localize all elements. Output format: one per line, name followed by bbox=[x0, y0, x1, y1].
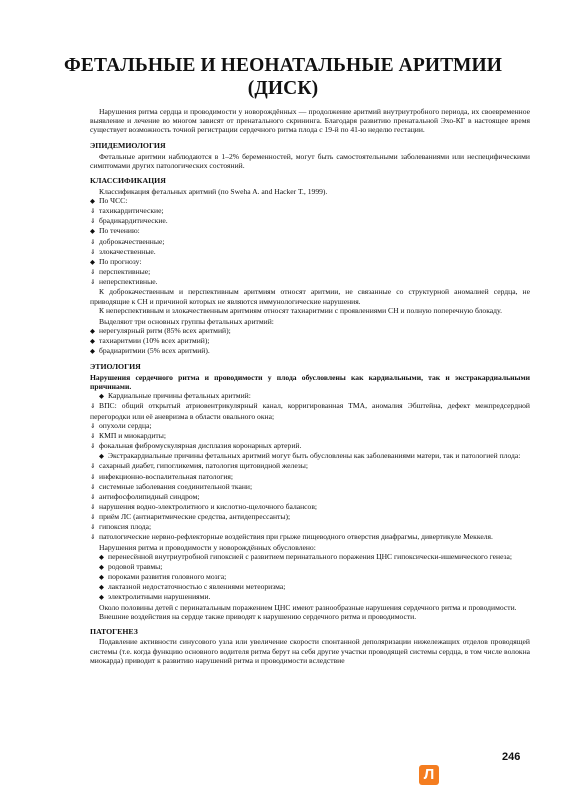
arrow-down-icon: ⇓ bbox=[90, 514, 96, 522]
arrow-down-icon: ⇓ bbox=[90, 534, 96, 542]
bullet-icon: ◆ bbox=[99, 563, 104, 571]
page-number: 246 bbox=[502, 751, 521, 763]
list-item: ⇓ системные заболевания соединительной ткани; bbox=[90, 481, 253, 491]
arrow-down-icon: ⇓ bbox=[90, 503, 96, 511]
bullet-icon: ◆ bbox=[90, 327, 95, 335]
paragraph: Нарушения ритма и проводимости у новорождённых обусловлено: bbox=[99, 542, 316, 552]
bullet-icon: ◆ bbox=[99, 453, 104, 461]
intro-paragraph: Нарушения ритма сердца и проводимости у новорождённых — продолжение аритмий внутриутробного периода, их своевременное выявление и лечение во многом зависят от пренатального скрининга. Благодаря развитию пренатальной Эхо-КГ в настоящее время существует возможность точной регистрации сердечного ритма плода с 19-й по 41-ю неделю гестации. bbox=[90, 107, 530, 135]
section-heading-epidemiology: ЭПИДЕМИОЛОГИЯ bbox=[90, 141, 166, 151]
bullet-icon: ◆ bbox=[90, 197, 95, 205]
list-item: ◆ Кардиальные причины фетальных аритмий: bbox=[99, 391, 251, 401]
paragraph: Подавление активности синусового узла или увеличение скорости спонтанной деполяризации нижележащих отделов проводящей системы (т.е. когда функцию основного водителя ритма берут на себя другие участки проводящей системы сердца, в том числе волокна миокарда) приводит к развитию нарушений ритма и проводимости вследствие bbox=[90, 637, 530, 665]
paragraph: Фетальные аритмии наблюдаются в 1–2% беременностей, могут быть самостоятельными заболеваниями или неспецифическими симптомами других патологических состояний. bbox=[90, 151, 530, 171]
page-title-line2: (ДИСК) bbox=[247, 78, 319, 99]
section-heading-pathogenesis: ПАТОГЕНЕЗ bbox=[90, 626, 138, 636]
article-body bbox=[90, 107, 530, 665]
list-item: ⇓ перспективные; bbox=[90, 267, 151, 277]
list-item: ◆ электролитными нарушениями. bbox=[99, 592, 211, 602]
arrow-down-icon: ⇓ bbox=[90, 248, 96, 256]
arrow-down-icon: ⇓ bbox=[90, 483, 96, 491]
bullet-icon: ◆ bbox=[99, 594, 104, 602]
list-item: ⇓ тахикардитические; bbox=[90, 206, 164, 216]
list-item: ◆ лактазной недостаточностью с явлениями метеоризма; bbox=[99, 582, 286, 592]
paragraph: Выделяют три основных группы фетальных аритмий: bbox=[99, 316, 274, 326]
section-heading-classification: КЛАССИФИКАЦИЯ bbox=[90, 176, 166, 186]
paragraph: Около половины детей с перинатальным поражением ЦНС имеют разнообразные нарушения сердечного ритма и проводимости. bbox=[99, 602, 517, 612]
arrow-down-icon: ⇓ bbox=[90, 493, 96, 501]
list-item: ◆ По прогнозу: bbox=[90, 256, 142, 266]
list-item: ◆ родовой травмы; bbox=[99, 561, 163, 571]
list-item: ◆ нерегулярный ритм (85% всех аритмий); bbox=[90, 325, 231, 335]
arrow-down-icon: ⇓ bbox=[90, 403, 96, 411]
bullet-icon: ◆ bbox=[90, 228, 95, 236]
bold-paragraph: Нарушения сердечного ритма и проводимости у плода обусловлены как кардиальными, так и экстракардиальными причинами. bbox=[90, 372, 530, 392]
list-item: ◆ брадиаритмии (5% всех аритмий). bbox=[90, 346, 210, 356]
list-item: ⇓ неперспективные. bbox=[90, 277, 158, 287]
list-item: ⇓ злокачественные. bbox=[90, 246, 156, 256]
list-item: ⇓ доброкачественные; bbox=[90, 236, 165, 246]
list-item: ⇓ КМП и миокардиты; bbox=[90, 430, 166, 440]
list-item: ⇓ приём ЛС (антиаритмические средства, антидепрессанты); bbox=[90, 512, 291, 522]
arrow-down-icon: ⇓ bbox=[90, 443, 96, 451]
list-item: ⇓ опухоли сердца; bbox=[90, 420, 152, 430]
section-heading-etiology: ЭТИОЛОГИЯ bbox=[90, 362, 141, 372]
list-item: ◆ тахиаритмии (10% всех аритмий); bbox=[90, 336, 210, 346]
arrow-down-icon: ⇓ bbox=[90, 432, 96, 440]
list-item: ◆ По ЧСС: bbox=[90, 195, 128, 205]
list-item: ⇓ инфекционно-воспалительная патология; bbox=[90, 471, 234, 481]
bullet-icon: ◆ bbox=[90, 338, 95, 346]
list-item: ◆ По течению: bbox=[90, 226, 140, 236]
list-item: ⇓ фокальная фибромускулярная дисплазия коронарных артерий. bbox=[90, 441, 302, 451]
bullet-icon: ◆ bbox=[90, 258, 95, 266]
page-title-line1: ФЕТАЛЬНЫЕ И НЕОНАТАЛЬНЫЕ АРИТМИИ bbox=[64, 55, 502, 76]
bullet-icon: ◆ bbox=[99, 574, 104, 582]
bullet-icon: ◆ bbox=[99, 553, 104, 561]
arrow-down-icon: ⇓ bbox=[90, 279, 96, 287]
arrow-down-icon: ⇓ bbox=[90, 524, 96, 532]
arrow-down-icon: ⇓ bbox=[90, 473, 96, 481]
list-item: ⇓ сахарный диабет, гипогликемия, патология щитовидной железы; bbox=[90, 461, 309, 471]
paragraph: К доброкачественным и перспективным аритмиям относят аритмии, не связанные со структурной аномалией сердца, не приводящие к СН и причиной которых не являются иммунологические нарушения. bbox=[90, 287, 530, 306]
list-item: ⇓ брадикардитические. bbox=[90, 216, 168, 226]
list-item: ⇓ антифосфолипидный синдром; bbox=[90, 491, 200, 501]
arrow-down-icon: ⇓ bbox=[90, 463, 96, 471]
list-item: ◆ перенесённой внутриутробной гипоксией с развитием перинатального поражения ЦНС гипоксически-ишемического генеза; bbox=[99, 551, 513, 561]
paragraph: Классификация фетальных аритмий (по Sweha A. and Hacker T., 1999). bbox=[99, 186, 328, 196]
arrow-down-icon: ⇓ bbox=[90, 269, 96, 277]
list-item: ◆ пороками развития головного мозга; bbox=[99, 572, 227, 582]
arrow-down-icon: ⇓ bbox=[90, 218, 96, 226]
list-item: ⇓ гипоксия плода; bbox=[90, 522, 152, 532]
list-item: ⇓ патологические нервно-рефлекторные воздействия при грыже пищеводного отверстия диафрагмы, дивертикуле Меккеля. bbox=[90, 532, 493, 542]
bullet-icon: ◆ bbox=[99, 584, 104, 592]
paragraph: Внешние воздействия на сердце также приводят к нарушению сердечного ритма и проводимости. bbox=[99, 611, 417, 621]
bullet-icon: ◆ bbox=[90, 348, 95, 356]
list-item: ◆ Экстракардиальные причины фетальных аритмий могут быть обусловлены как заболеваниями матери, так и патологией плода: bbox=[99, 451, 521, 461]
list-item: ⇓ ВПС: общий открытый атриовентрикулярный канал, корригированная ТМА, аномалия Эбштейна, дефект межпредсердной перегородки или её аневризма в области овального окна; bbox=[90, 401, 530, 421]
publisher-logo-icon: Л bbox=[419, 765, 439, 785]
arrow-down-icon: ⇓ bbox=[90, 422, 96, 430]
arrow-down-icon: ⇓ bbox=[90, 208, 96, 216]
bullet-icon: ◆ bbox=[99, 393, 104, 401]
paragraph: К неперспективным и злокачественным аритмиям относят тахиаритмии с проявлениями СН и полную поперечную блокаду. bbox=[99, 305, 502, 315]
list-item: ⇓ нарушения водно-электролитного и кислотно-щелочного балансов; bbox=[90, 501, 318, 511]
arrow-down-icon: ⇓ bbox=[90, 238, 96, 246]
page-title bbox=[40, 54, 526, 100]
